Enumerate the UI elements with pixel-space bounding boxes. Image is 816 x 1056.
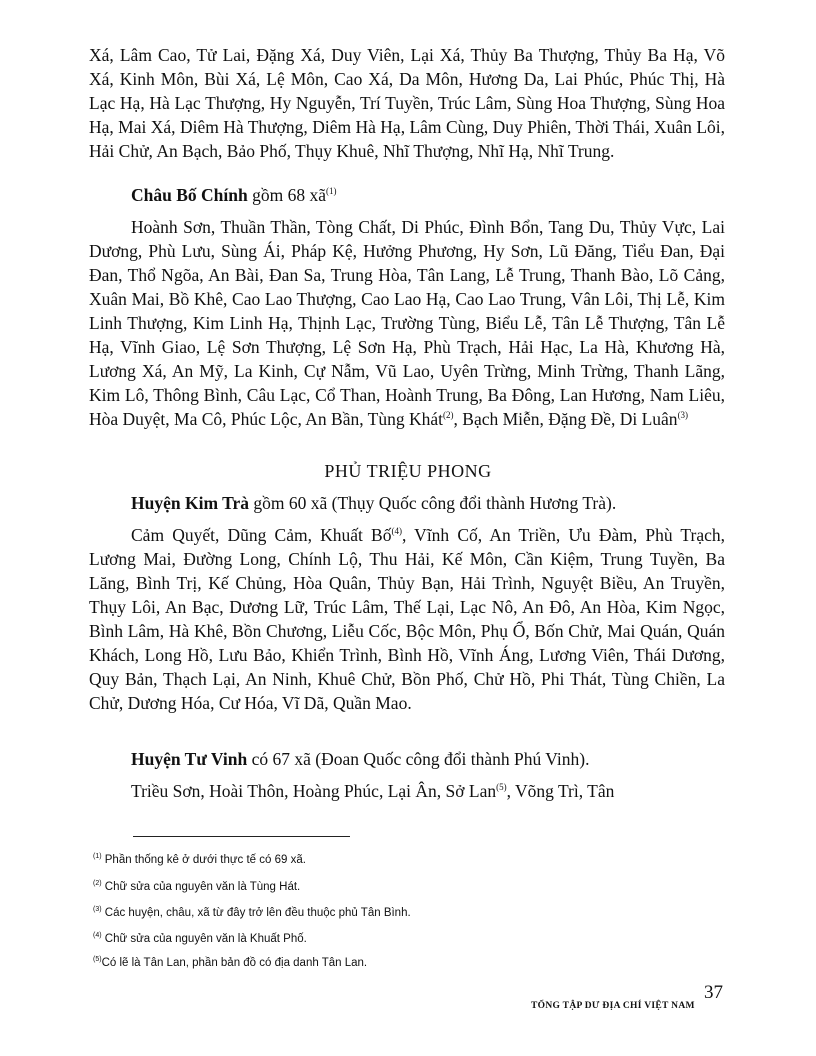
bo-chinh-list-part-2: , Bạch Miễn, Đặng Đề, Di Luân bbox=[453, 409, 678, 429]
chau-bo-chinh-heading bbox=[131, 183, 337, 207]
footnote-ref-2: (2) bbox=[443, 410, 454, 421]
continued-village-list: Xá, Lâm Cao, Tử Lai, Đặng Xá, Duy Viên, Lại Xá, Thủy Ba Thượng, Thủy Ba Hạ, Võ Xá, Kinh Môn, Bùi Xá, Lệ Môn, Cao Xá, Da Môn, Hương Da, Lai Phúc, Phúc Thị, Hà Lạc Hạ, Hà Lạc Thượng, Hy Nguyễn, Trí Tuyền, Trúc Lâm, Sùng Hoa Thượng, Sùng Hoa Hạ, Mai Xá, Diêm Hà Thượng, Diêm Hà Hạ, Lâm Cùng, Duy Phiên, Thời Thái, Xuân Lôi, Hải Chử, An Bạch, Bảo Phố, Thụy Khuê, Nhĩ Thượng, Nhĩ Hạ, Nhĩ Trung. bbox=[89, 45, 725, 161]
footnote-3 bbox=[93, 906, 411, 920]
kim-tra-list-part-1: Cảm Quyết, Dũng Cảm, Khuất Bố bbox=[131, 525, 392, 545]
footnote-2-mark: (2) bbox=[93, 880, 102, 888]
footnote-4-mark: (4) bbox=[93, 932, 102, 940]
footnote-2-text: Chữ sửa của nguyên văn là Tùng Hát. bbox=[101, 881, 301, 893]
footnote-1-mark: (1) bbox=[93, 853, 102, 861]
footnote-5 bbox=[93, 956, 367, 970]
bo-chinh-list-part-1: Hoành Sơn, Thuần Thần, Tòng Chất, Di Phúc, Đình Bổn, Tang Du, Thủy Vực, Lai Dương, Phù Lưu, Sùng Ái, Pháp Kệ, Hưởng Phương, Hy Sơn, Lũ Đăng, Tiểu Đan, Đại Đan, Thổ Ngõa, An Bài, Đan Sa, Trung Hòa, Tân Lang, Lễ Trung, Thanh Bào, Lõ Cảng, Xuân Mai, Bồ Khê, Cao Lao Thượng, Cao Lao Hạ, Cao Lao Trung, Vân Lôi, Thị Lễ, Kim Linh Thượng, Kim Linh Hạ, Thịnh Lạc, Trường Tùng, Biểu Lễ, Tân Lễ Thượng, Tân Lễ Hạ, Vĩnh Giao, Lệ Sơn Thượng, Lệ Sơn Hạ, Phù Trạch, Hải Hạc, La Hà, Khương Hà, Lương Xá, An Mỹ, La Kinh, Cự Nẫm, Vũ Lao, Uyên Trừng, Minh Trừng, Thanh Lãng, Kim Lô, Thông Bình, Câu Lạc, Cổ Than, Hoành Trung, Ba Đông, Lan Hương, Nam Liêu, Hòa Duyệt, Ma Cô, Phúc Lộc, An Bần, Tùng Khát bbox=[89, 217, 725, 429]
footnote-divider bbox=[133, 836, 350, 837]
kim-tra-name: Huyện Kim Trà bbox=[131, 493, 249, 513]
footnote-ref-5: (5) bbox=[496, 782, 507, 793]
kim-tra-village-list bbox=[89, 523, 725, 715]
footnote-ref-3: (3) bbox=[677, 410, 689, 421]
kim-tra-list-part-2: , Vĩnh Cố, An Triền, Ưu Đàm, Phù Trạch, Lương Mai, Đường Long, Chính Lộ, Thu Hải, Kế Môn, Cần Kiệm, Trung Tuyền, Ba Lăng, Bình Trị, Kế Chủng, Hòa Quân, Thủy Bạn, Hải Trình, Nguyệt Biều, An Truyền, Thụy Lôi, An Bạc, Dương Lữ, Trúc Lâm, Thế Lại, Lạc Nô, An Đô, An Hòa, Kim Ngọc, Bình Lâm, Hà Khê, Bồn Chương, Liễu Cốc, Bộc Môn, Phụ Ổ, Bốn Chử, Mai Quán, Quán Khách, Long Hồ, Lưu Bảo, Khiển Trình, Bình Hồ, Vĩnh Áng, Lương Viên, Thái Dương, Quy Bản, Thạch Lại, An Ninh, Khuê Chử, Bồn Phố, Chử Hồ, Phi Thát, Tùng Chiền, La Chử, Dương Hóa, Cư Hóa, Vĩ Dã, Quần Mao. bbox=[89, 525, 725, 713]
footnote-4 bbox=[93, 932, 307, 946]
footnote-2 bbox=[93, 880, 300, 894]
tu-vinh-list-part-2: , Võng Trì, Tân bbox=[506, 781, 615, 801]
footnote-3-mark: (3) bbox=[93, 906, 102, 914]
footnote-1-text: Phần thống kê ở dưới thực tế có 69 xã. bbox=[101, 854, 306, 866]
chau-bo-chinh-village-list bbox=[89, 215, 725, 431]
chau-bo-chinh-name: Châu Bố Chính bbox=[131, 185, 248, 205]
chau-bo-chinh-count: gồm 68 xã bbox=[247, 185, 326, 205]
footnote-5-text: Có lẽ là Tân Lan, phần bản đồ có địa danh Tân Lan. bbox=[101, 957, 368, 969]
footnote-3-text: Các huyện, châu, xã từ đây trở lên đều thuộc phủ Tân Bình. bbox=[101, 907, 411, 919]
kim-tra-count: gồm 60 xã (Thụy Quốc công đổi thành Hương Trà). bbox=[248, 493, 617, 513]
kim-tra-heading bbox=[131, 491, 616, 515]
footnote-1 bbox=[93, 853, 306, 867]
footnote-4-text: Chữ sửa của nguyên văn là Khuất Phố. bbox=[101, 933, 307, 945]
tu-vinh-heading bbox=[131, 747, 589, 771]
footnote-5-mark: (5) bbox=[93, 956, 102, 964]
footnote-ref-4: (4) bbox=[391, 526, 402, 537]
running-footer: TỔNG TẬP DƯ ĐỊA CHÍ VIỆT NAM bbox=[531, 1001, 695, 1011]
page-number: 37 bbox=[704, 982, 723, 1003]
tu-vinh-list-part-1: Triều Sơn, Hoài Thôn, Hoàng Phúc, Lại Ân, Sở Lan bbox=[131, 781, 497, 801]
section-title: PHỦ TRIỆU PHONG bbox=[324, 461, 492, 481]
tu-vinh-name: Huyện Tư Vinh bbox=[131, 749, 248, 769]
tu-vinh-count: có 67 xã (Đoan Quốc công đổi thành Phú Vinh). bbox=[247, 749, 590, 769]
footnote-ref-1: (1) bbox=[326, 186, 337, 197]
tu-vinh-village-list bbox=[89, 779, 725, 803]
